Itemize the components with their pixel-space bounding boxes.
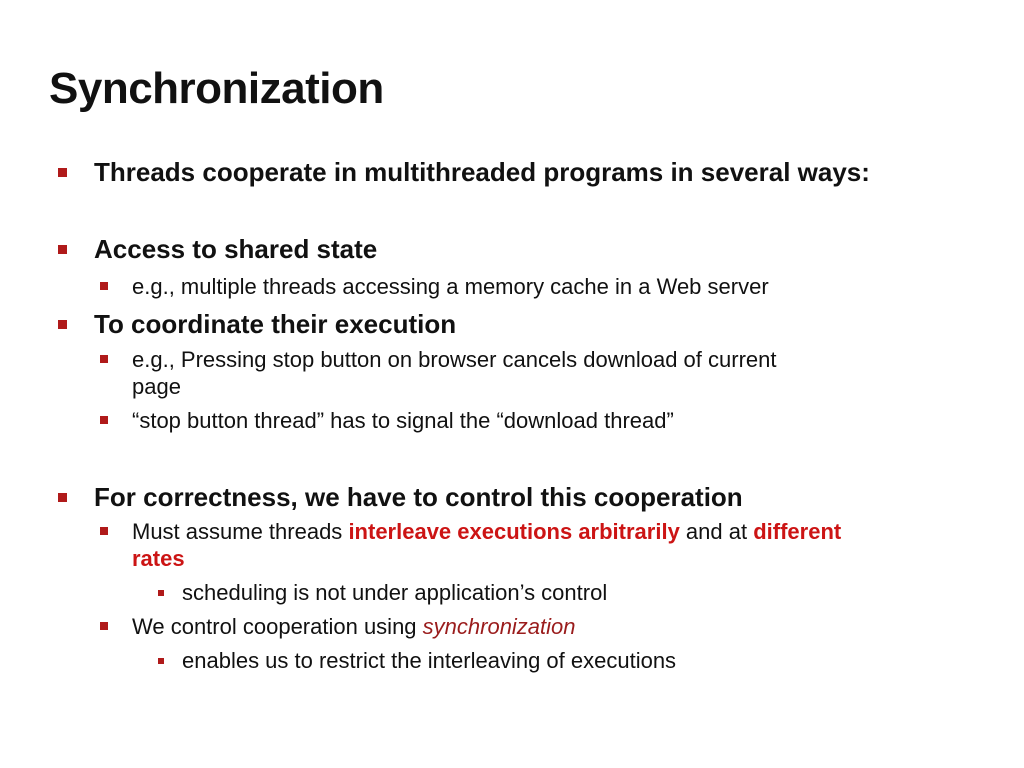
sub-sub-bullet-text: enables us to restrict the interleaving of executions (182, 648, 677, 673)
square-bullet-icon (100, 355, 108, 363)
slide-title: Synchronization (49, 64, 384, 113)
close-quote: ” (316, 408, 325, 433)
open-quote: “ (132, 408, 140, 433)
square-bullet-icon (58, 168, 67, 177)
bullet-text: To coordinate their execution (94, 309, 457, 339)
control-prefix: We control cooperation using (132, 614, 423, 639)
square-bullet-icon (58, 320, 67, 329)
apostrophe: ’ (519, 580, 525, 605)
scheduling-part: s control (524, 580, 608, 605)
sub-bullet-text: e.g., Pressing stop button on browser cancels download of current (132, 347, 777, 372)
assume-middle: and at (679, 519, 754, 544)
square-bullet-icon (100, 416, 108, 424)
square-bullet-icon (100, 527, 108, 535)
close-quote: ” (666, 408, 674, 433)
signal-part: has to signal the (324, 408, 497, 433)
assume-prefix: Must assume threads (132, 519, 349, 544)
square-bullet-icon (58, 245, 67, 254)
square-bullet-icon (100, 282, 108, 290)
open-quote: “ (496, 408, 504, 433)
highlight-synchronization: synchronization (422, 614, 576, 639)
bullet-text: For correctness, we have to control this cooperation (94, 482, 743, 512)
square-bullet-icon (158, 658, 164, 664)
signal-part: download thread (503, 408, 667, 433)
sub-sub-bullet-text (182, 580, 607, 606)
bullet-text: Threads cooperate in multithreaded programs in several ways: (94, 157, 870, 187)
square-bullet-icon (158, 590, 164, 596)
square-bullet-icon (100, 622, 108, 630)
sub-bullet-text (132, 408, 674, 434)
sub-bullet-text: e.g., multiple threads accessing a memory cache in a Web server (132, 274, 769, 299)
scheduling-part: scheduling is not under application (182, 580, 520, 605)
square-bullet-icon (58, 493, 67, 502)
sub-bullet-text (132, 614, 576, 640)
highlight-interleave: interleave executions arbitrarily (348, 519, 680, 544)
highlight-rates: rates (132, 546, 185, 571)
bullet-text: Access to shared state (94, 234, 378, 264)
sub-bullet-text (132, 519, 841, 545)
highlight-different: different (753, 519, 842, 544)
sub-bullet-text: page (132, 374, 181, 399)
signal-part: stop button thread (139, 408, 317, 433)
